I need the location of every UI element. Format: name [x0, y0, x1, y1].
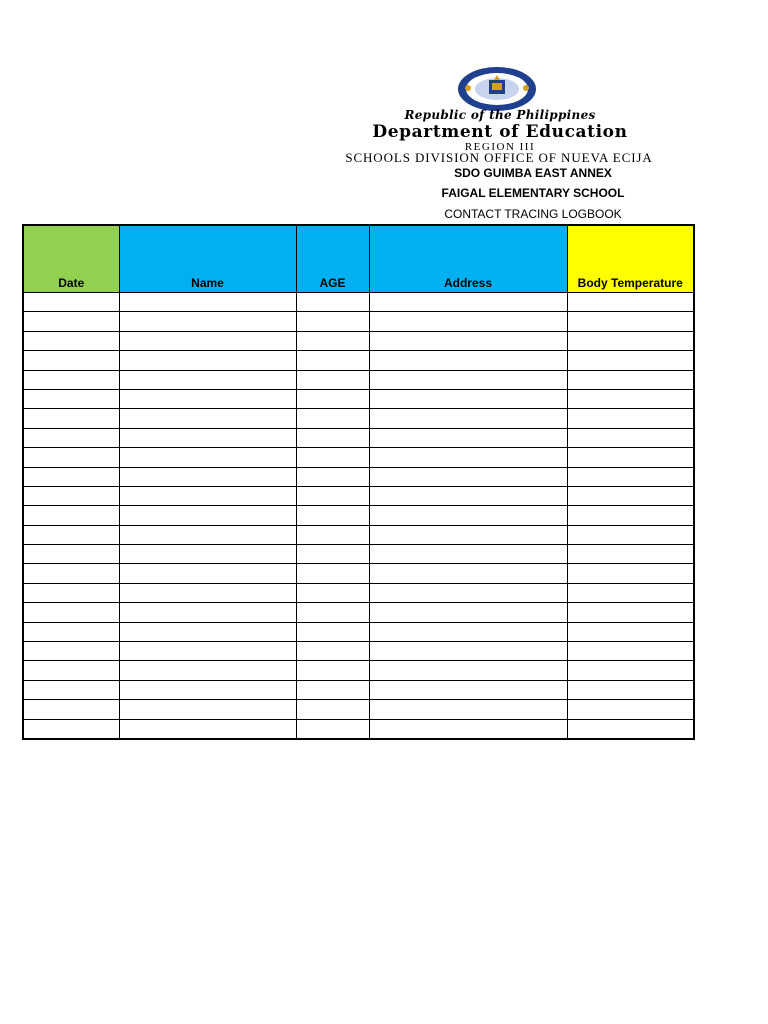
table-cell — [567, 603, 694, 622]
column-header-address: Address — [369, 225, 567, 293]
table-cell — [23, 351, 119, 370]
table-cell — [296, 622, 369, 641]
table-cell — [567, 622, 694, 641]
table-cell — [119, 409, 296, 428]
table-cell — [119, 486, 296, 505]
table-cell — [369, 409, 567, 428]
table-row — [23, 467, 694, 486]
table-cell — [23, 389, 119, 408]
table-cell — [119, 351, 296, 370]
table-row — [23, 642, 694, 661]
table-row — [23, 661, 694, 680]
table-cell — [119, 525, 296, 544]
table-cell — [119, 583, 296, 602]
table-cell — [119, 661, 296, 680]
table-row — [23, 545, 694, 564]
table-cell — [567, 448, 694, 467]
table-cell — [119, 467, 296, 486]
table-cell — [369, 448, 567, 467]
table-cell — [119, 293, 296, 312]
table-cell — [296, 700, 369, 719]
table-cell — [567, 467, 694, 486]
table-cell — [296, 448, 369, 467]
department-title: Department of Education — [372, 122, 628, 142]
table-cell — [296, 409, 369, 428]
table-cell — [369, 564, 567, 583]
table-cell — [296, 680, 369, 699]
document-title: CONTACT TRACING LOGBOOK — [444, 207, 622, 221]
table-cell — [296, 351, 369, 370]
table-row — [23, 506, 694, 525]
table-row — [23, 448, 694, 467]
table-cell — [119, 331, 296, 350]
table-row — [23, 583, 694, 602]
table-cell — [23, 506, 119, 525]
table-cell — [119, 448, 296, 467]
table-cell — [119, 680, 296, 699]
logbook-table — [22, 224, 695, 740]
table-cell — [23, 467, 119, 486]
sdo-annex-text: SDO GUIMBA EAST ANNEX — [454, 166, 612, 180]
table-cell — [369, 719, 567, 739]
column-header-age: AGE — [296, 225, 369, 293]
table-cell — [567, 293, 694, 312]
table-cell — [567, 564, 694, 583]
table-cell — [23, 525, 119, 544]
table-cell — [369, 467, 567, 486]
table-row — [23, 486, 694, 505]
table-cell — [296, 312, 369, 331]
header-row — [23, 225, 694, 293]
table-row — [23, 351, 694, 370]
table-cell — [567, 331, 694, 350]
table-cell — [567, 719, 694, 739]
table-cell — [567, 583, 694, 602]
table-cell — [119, 370, 296, 389]
division-office-text: SCHOOLS DIVISION OFFICE OF NUEVA ECIJA — [345, 150, 653, 165]
table-cell — [369, 603, 567, 622]
republic-text: Republic of the Philippines — [404, 108, 596, 122]
table-cell — [567, 351, 694, 370]
table-cell — [369, 331, 567, 350]
table-cell — [119, 564, 296, 583]
table-cell — [567, 545, 694, 564]
table-cell — [567, 486, 694, 505]
table-cell — [23, 603, 119, 622]
table-cell — [23, 583, 119, 602]
table-cell — [567, 506, 694, 525]
table-cell — [23, 700, 119, 719]
table-cell — [296, 525, 369, 544]
table-cell — [23, 564, 119, 583]
table-row — [23, 331, 694, 350]
table-cell — [296, 545, 369, 564]
table-cell — [119, 642, 296, 661]
table-cell — [23, 642, 119, 661]
school-name: FAIGAL ELEMENTARY SCHOOL — [441, 186, 625, 200]
table-cell — [296, 293, 369, 312]
table-cell — [23, 370, 119, 389]
table-cell — [369, 700, 567, 719]
table-cell — [119, 603, 296, 622]
deped-seal-icon — [456, 66, 538, 112]
table-cell — [567, 661, 694, 680]
table-row — [23, 680, 694, 699]
table-cell — [296, 486, 369, 505]
column-header-body-temperature: Body Temperature — [567, 225, 694, 293]
table-row — [23, 719, 694, 739]
table-cell — [119, 545, 296, 564]
table-cell — [296, 467, 369, 486]
table-cell — [296, 428, 369, 447]
table-cell — [23, 331, 119, 350]
table-cell — [23, 622, 119, 641]
table-cell — [369, 545, 567, 564]
table-cell — [369, 312, 567, 331]
table-cell — [23, 545, 119, 564]
table-cell — [369, 351, 567, 370]
table-cell — [119, 700, 296, 719]
table-row — [23, 700, 694, 719]
table-cell — [567, 642, 694, 661]
table-cell — [296, 603, 369, 622]
table-row — [23, 409, 694, 428]
table-row — [23, 312, 694, 331]
table-cell — [369, 642, 567, 661]
column-header-date: Date — [23, 225, 119, 293]
table-cell — [567, 370, 694, 389]
table-cell — [369, 370, 567, 389]
deped-seal — [456, 66, 538, 112]
table-cell — [23, 428, 119, 447]
table-row — [23, 428, 694, 447]
table-cell — [296, 661, 369, 680]
table-cell — [119, 622, 296, 641]
table-cell — [369, 525, 567, 544]
column-header-name: Name — [119, 225, 296, 293]
table-cell — [296, 506, 369, 525]
table-cell — [296, 583, 369, 602]
table-cell — [369, 506, 567, 525]
table-cell — [369, 428, 567, 447]
table-cell — [119, 312, 296, 331]
region-text: REGION III — [464, 141, 536, 153]
table-row — [23, 389, 694, 408]
table-cell — [369, 389, 567, 408]
table-cell — [567, 700, 694, 719]
table-cell — [369, 293, 567, 312]
table-cell — [119, 389, 296, 408]
table-cell — [23, 486, 119, 505]
table-cell — [119, 506, 296, 525]
logbook-body — [23, 293, 694, 739]
table-cell — [296, 719, 369, 739]
table-cell — [567, 680, 694, 699]
table-cell — [23, 409, 119, 428]
table-cell — [119, 719, 296, 739]
table-cell — [119, 428, 296, 447]
table-row — [23, 293, 694, 312]
table-cell — [567, 312, 694, 331]
table-cell — [296, 389, 369, 408]
table-cell — [23, 661, 119, 680]
table-cell — [369, 661, 567, 680]
table-cell — [369, 583, 567, 602]
table-cell — [567, 525, 694, 544]
table-cell — [23, 448, 119, 467]
table-cell — [23, 312, 119, 331]
table-row — [23, 370, 694, 389]
table-cell — [567, 409, 694, 428]
table-cell — [296, 642, 369, 661]
table-cell — [23, 293, 119, 312]
table-cell — [23, 680, 119, 699]
table-cell — [296, 564, 369, 583]
table-row — [23, 525, 694, 544]
table-row — [23, 622, 694, 641]
table-cell — [296, 331, 369, 350]
table-cell — [296, 370, 369, 389]
table-row — [23, 603, 694, 622]
table-cell — [369, 622, 567, 641]
table-row — [23, 564, 694, 583]
table-cell — [369, 680, 567, 699]
table-cell — [369, 486, 567, 505]
table-cell — [23, 719, 119, 739]
table-cell — [567, 428, 694, 447]
table-cell — [567, 389, 694, 408]
